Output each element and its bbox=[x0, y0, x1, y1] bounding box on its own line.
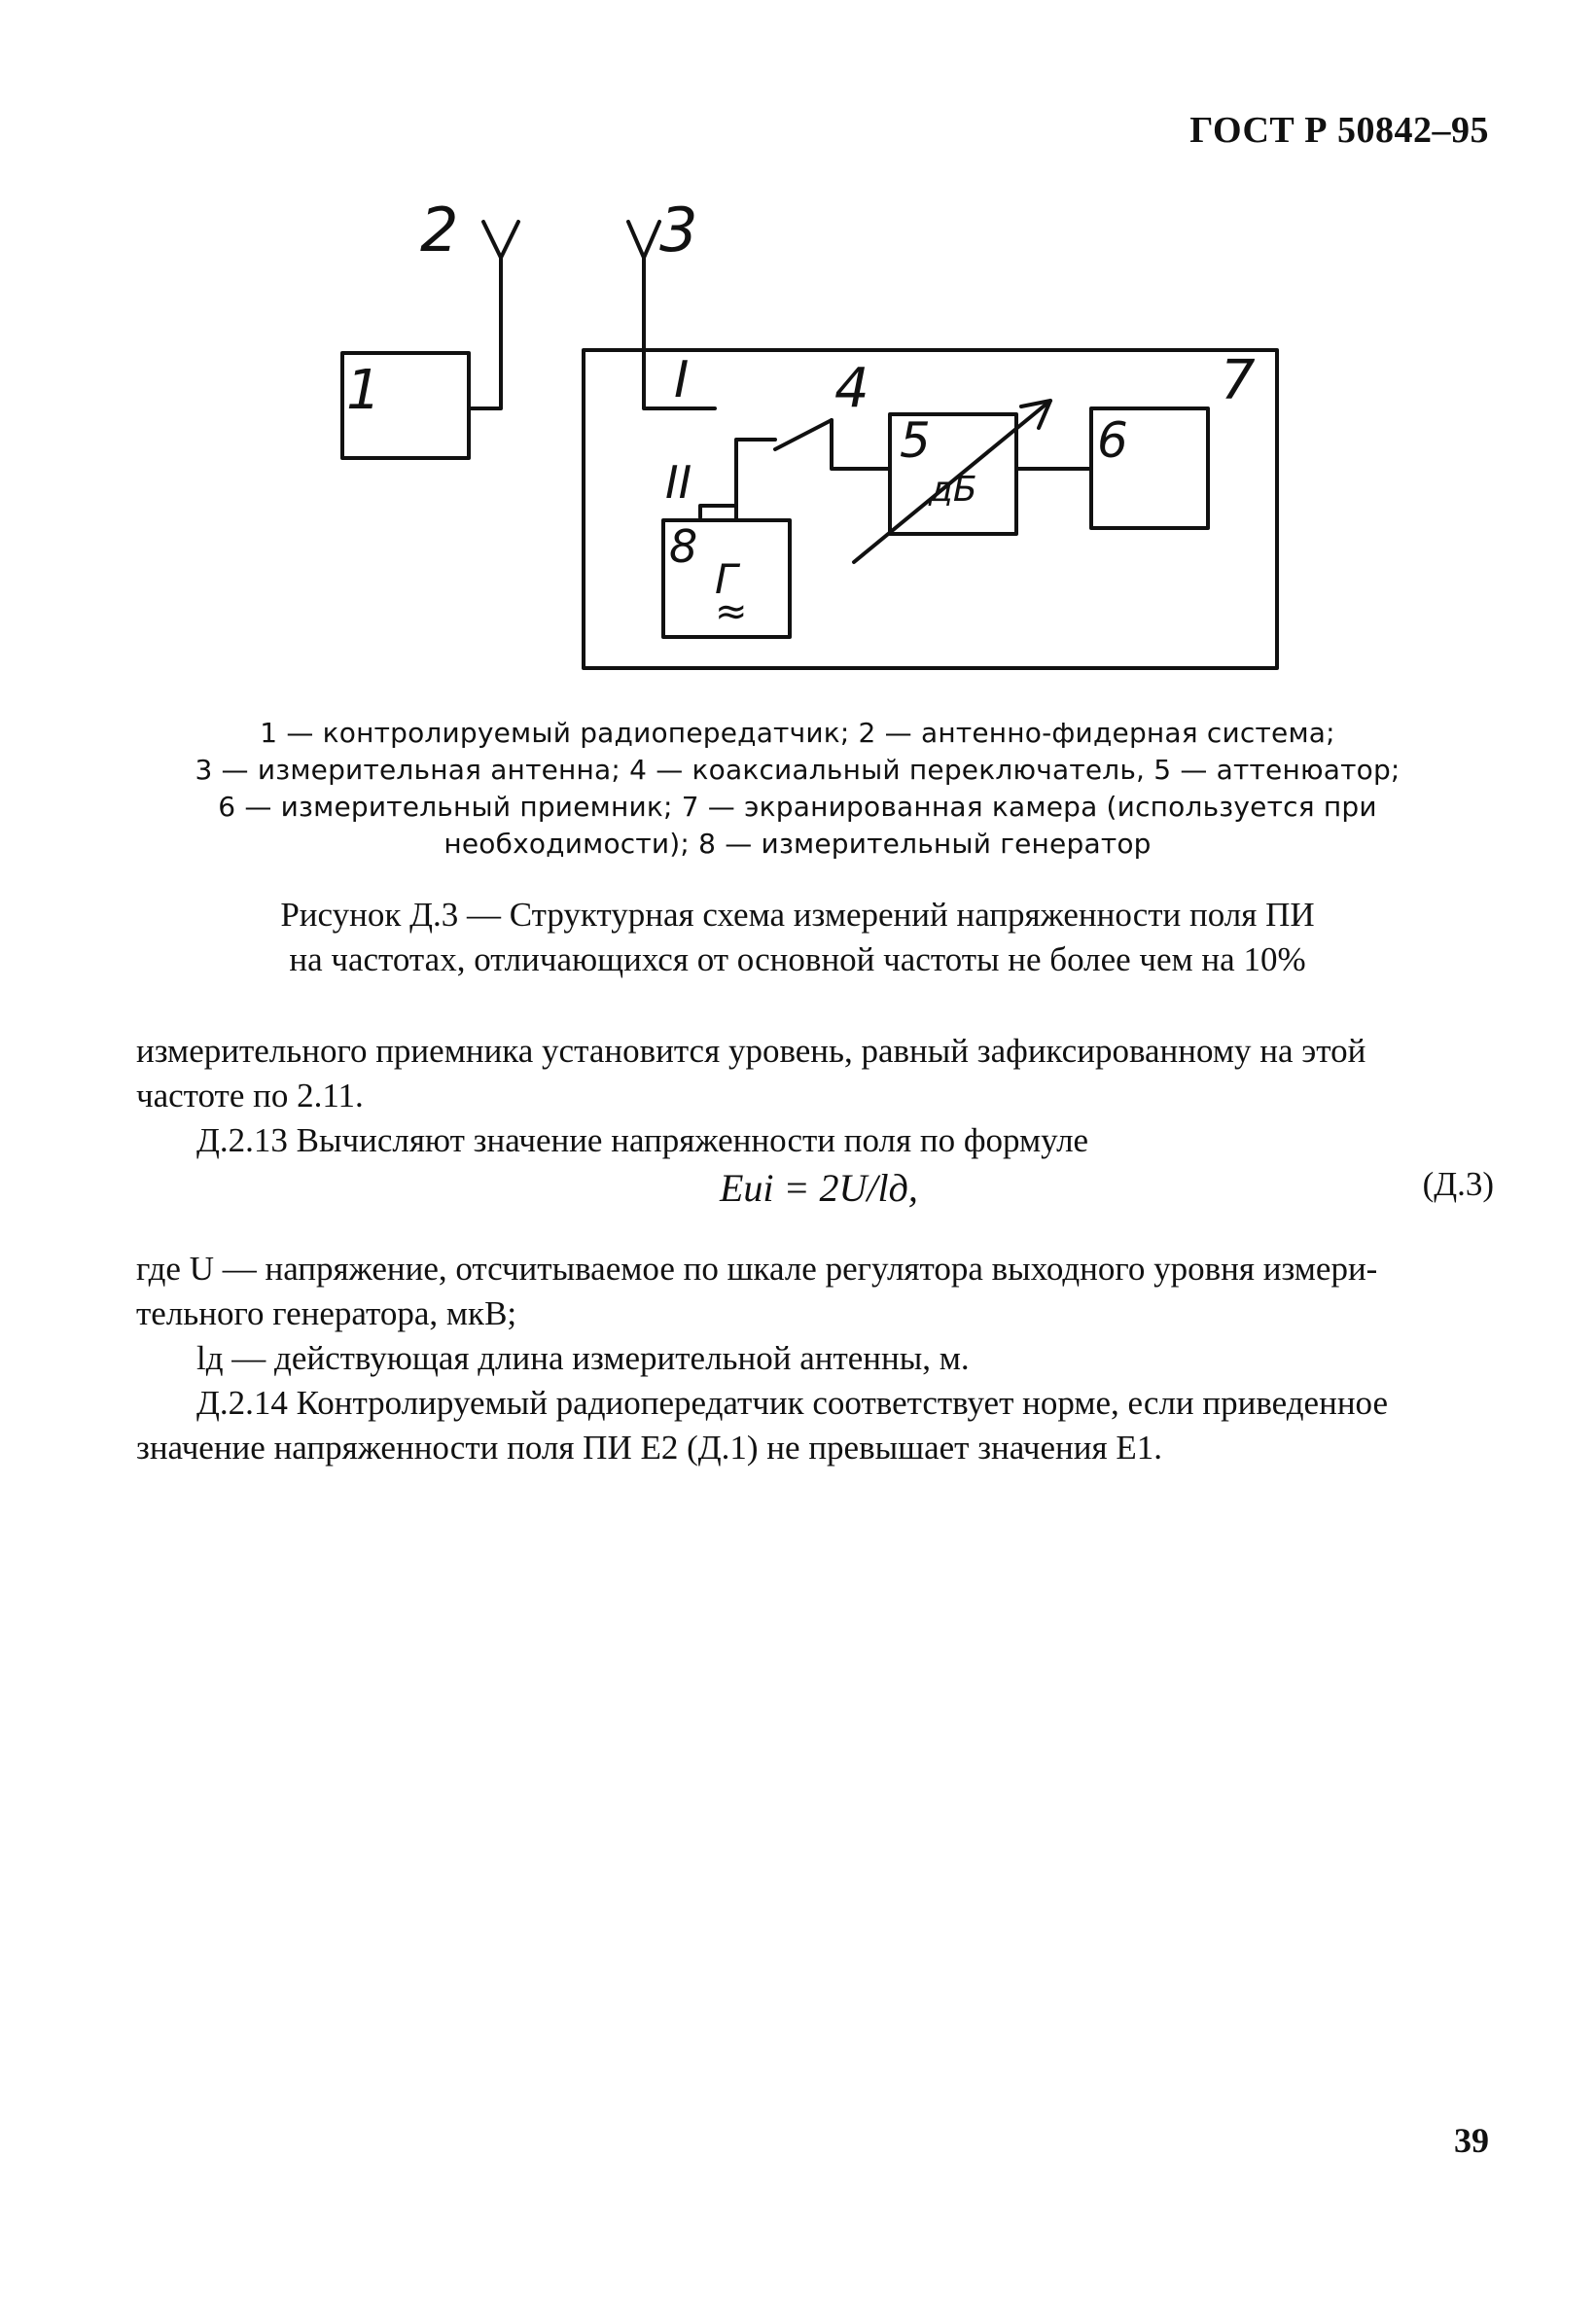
caption-line-1: Рисунок Д.3 — Структурная схема измерений напряженности поля ПИ bbox=[280, 896, 1315, 934]
label-4: 4 bbox=[834, 357, 869, 420]
caption-line-2: на частотах, отличающихся от основной частоты не более чем на 10% bbox=[289, 940, 1306, 978]
p3-line-1: где U — напряжение, отсчитываемое по шкале регулятора выходного уровня измери- bbox=[136, 1250, 1378, 1288]
paragraph-where bbox=[136, 1247, 1498, 1336]
p3-line-2: тельного генератора, мкВ; bbox=[136, 1294, 517, 1332]
formula-number: (Д.3) bbox=[1422, 1165, 1494, 1203]
label-3: 3 bbox=[659, 194, 698, 265]
switch-output-line bbox=[832, 420, 890, 469]
label-roman-1: I bbox=[674, 351, 690, 409]
label-db: дБ bbox=[929, 470, 977, 510]
label-7: 7 bbox=[1221, 349, 1256, 412]
paragraph-d-2-13: Д.2.13 Вычисляют значение напряженности поля по формуле bbox=[196, 1121, 1089, 1159]
label-2: 2 bbox=[420, 194, 459, 265]
diagram-svg bbox=[0, 0, 1596, 700]
antenna-3-icon bbox=[628, 222, 659, 258]
label-8: 8 bbox=[669, 520, 698, 573]
wave-icon: ≈ bbox=[715, 589, 748, 634]
switch-lever bbox=[775, 420, 832, 449]
block-diagram bbox=[0, 0, 1596, 700]
label-gen: Г bbox=[715, 555, 738, 603]
figure-caption bbox=[175, 893, 1420, 982]
legend-line-1: 1 — контролируемый радиопередатчик; 2 — антенно-фидерная система; bbox=[260, 717, 1335, 749]
paragraph-length: lд — действующая длина измерительной антенны, м. bbox=[196, 1339, 970, 1377]
label-roman-2: II bbox=[665, 456, 692, 509]
p1-line-1: измерительного приемника установится уровень, равный зафиксированному на этой bbox=[136, 1032, 1366, 1070]
document-code: ГОСТ Р 50842–95 bbox=[1189, 110, 1489, 151]
legend-line-2: 3 — измерительная антенна; 4 — коаксиальный переключатель, 5 — аттенюатор; bbox=[195, 754, 1401, 786]
paragraph-continuation bbox=[136, 1029, 1498, 1118]
page-number: 39 bbox=[1454, 2121, 1489, 2160]
legend-line-4: необходимости); 8 — измерительный генератор bbox=[443, 828, 1152, 860]
label-1: 1 bbox=[346, 359, 381, 422]
label-6: 6 bbox=[1097, 412, 1128, 469]
p1-line-2: частоте по 2.11. bbox=[136, 1077, 364, 1114]
p5-line-2: значение напряженности поля ПИ E2 (Д.1) не превышает значения E1. bbox=[136, 1429, 1162, 1467]
legend-line-3: 6 — измерительный приемник; 7 — экранированная камера (используется при bbox=[218, 791, 1377, 823]
paragraph-d-2-14 bbox=[136, 1381, 1498, 1470]
formula: Eиi = 2U/lд, bbox=[720, 1166, 918, 1210]
antenna-2-icon bbox=[483, 222, 518, 258]
figure-legend bbox=[175, 715, 1420, 863]
label-5: 5 bbox=[900, 412, 931, 469]
line-ii bbox=[691, 465, 736, 520]
switch-contact-line bbox=[736, 440, 775, 465]
p5-line-1: Д.2.14 Контролируемый радиопередатчик соответствует норме, если приведенное bbox=[196, 1384, 1389, 1422]
antenna-2-feeder bbox=[469, 258, 501, 408]
